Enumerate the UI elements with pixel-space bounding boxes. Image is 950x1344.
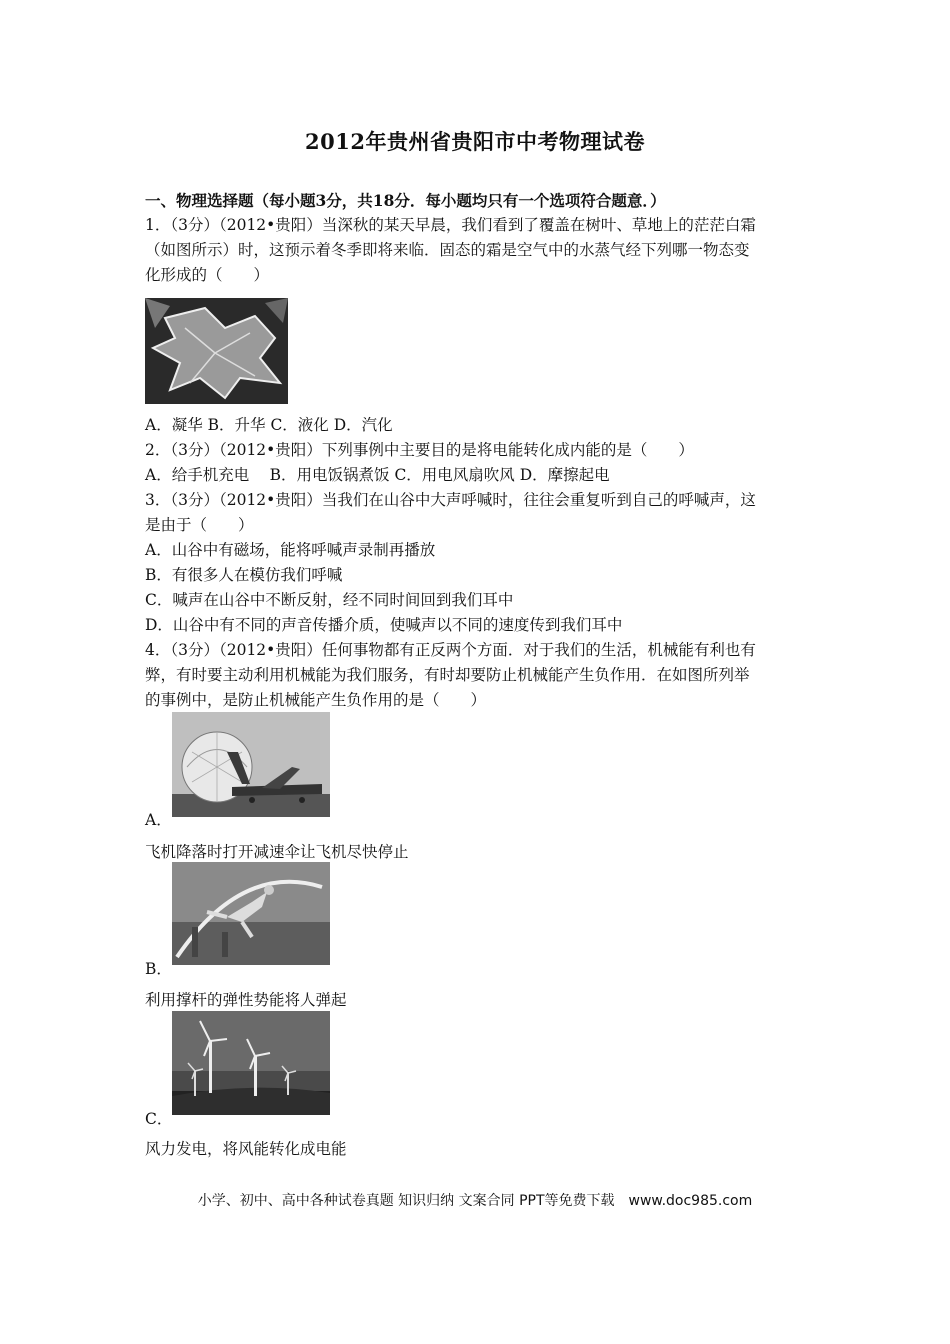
q4-option-a-label: A． <box>145 811 172 829</box>
q4-option-b-text: 利用撑杆的弹性势能将人弹起 <box>145 991 347 1009</box>
q3-line-2: 是由于（ ） <box>145 516 254 534</box>
q2-line-1: 2．（3分）（2012•贵阳）下列事例中主要目的是将电能转化成内能的是（ ） <box>145 441 694 459</box>
q3-line-1: 3．（3分）（2012•贵阳）当我们在山谷中大声呼喊时，往往会重复听到自己的呼喊声，这 <box>145 491 756 509</box>
q2-options: A．给手机充电 B．用电饭锅煮饭 C．用电风扇吹风 D．摩擦起电 <box>145 466 610 484</box>
airplane-parachute-image <box>172 712 330 817</box>
q3-option-a: A．山谷中有磁场，能将呼喊声录制再播放 <box>145 541 436 559</box>
section-heading: 一、物理选择题（每小题3分，共18分．每小题均只有一个选项符合题意．） <box>145 191 666 210</box>
wind-turbines-image <box>172 1011 330 1115</box>
q1-line-1: 1．（3分）（2012•贵阳）当深秋的某天早晨，我们看到了覆盖在树叶、草地上的茫茫白霜 <box>145 216 756 234</box>
q4-option-c-label: C． <box>145 1110 173 1128</box>
q4-line-2: 弊，有时要主动利用机械能为我们服务，有时却要防止机械能产生负作用．在如图所列举 <box>145 666 750 684</box>
page-title: 2012年贵州省贵阳市中考物理试卷 <box>305 129 645 154</box>
q4-option-c-text: 风力发电，将风能转化成电能 <box>145 1140 347 1158</box>
frost-leaf-image <box>145 298 288 404</box>
q3-option-b: B．有很多人在模仿我们呼喊 <box>145 566 343 584</box>
q1-line-3: 化形成的（ ） <box>145 266 270 284</box>
q3-option-d: D．山谷中有不同的声音传播介质，使喊声以不同的速度传到我们耳中 <box>145 616 623 634</box>
page-footer: 小学、初中、高中各种试卷真题 知识归纳 文案合同 PPT等免费下载 www.doc985.com <box>197 1193 753 1209</box>
q4-option-a-text: 飞机降落时打开减速伞让飞机尽快停止 <box>145 843 409 861</box>
q3-option-c: C．喊声在山谷中不断反射，经不同时间回到我们耳中 <box>145 591 514 609</box>
q4-line-3: 的事例中，是防止机械能产生负作用的是（ ） <box>145 691 487 709</box>
pole-vault-image <box>172 862 330 965</box>
q4-option-b-label: B． <box>145 960 172 978</box>
q1-options: A．凝华 B．升华 C．液化 D．汽化 <box>145 416 393 434</box>
q4-line-1: 4．（3分）（2012•贵阳）任何事物都有正反两个方面．对于我们的生活，机械能有利也有 <box>145 641 756 659</box>
q1-line-2: （如图所示）时，这预示着冬季即将来临．固态的霜是空气中的水蒸气经下列哪一物态变 <box>145 241 750 259</box>
